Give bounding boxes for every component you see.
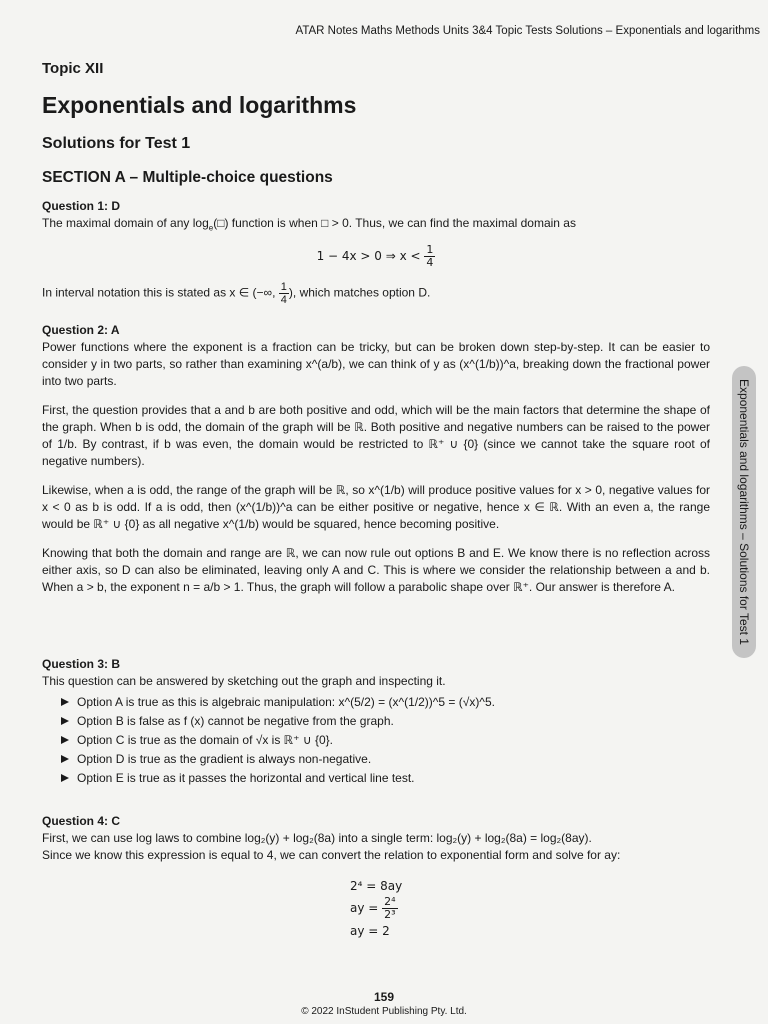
question-4-heading: Question 4: C xyxy=(42,814,121,828)
question-3-options xyxy=(42,693,710,788)
question-2-para-3: Likewise, when a is odd, the range of the graph will be ℝ, so x^(1/b) will produce positive values for x > 0, negative values for x < 0 as b is odd. If a is odd, then (x^(1/b))^a can be either positive or negative, hence x ∈ ℝ. With an even a, the range would be ℝ⁺ ∪ {0} as all negative x^(1/b) would be squared, hence becoming positive. xyxy=(42,483,710,531)
option-b: Option B is false as f (x) cannot be negative from the graph. xyxy=(77,712,710,731)
section-side-tab xyxy=(732,366,756,658)
question-1 xyxy=(42,198,710,306)
question-4 xyxy=(42,813,710,864)
question-2-para-4: Knowing that both the domain and range are ℝ, we can now rule out options B and E. We know there is no reflection across either axis, so D can also be eliminated, leaving only A and C. This is where we consider the relationship between a and b. When a > b, the exponent n = a/b > 1. Thus, the graph will follow a parabolic shape over ℝ⁺. Our answer is therefore A. xyxy=(42,546,710,594)
working-step-3: ay = 2 xyxy=(350,924,390,938)
running-header: ATAR Notes Maths Methods Units 3&4 Topic Tests Solutions – Exponentials and logarithms xyxy=(295,25,760,37)
question-2 xyxy=(42,322,710,596)
question-3-intro: This question can be answered by sketching out the graph and inspecting it. xyxy=(42,674,446,688)
option-e: Option E is true as it passes the horizontal and vertical line test. xyxy=(77,769,710,788)
section-heading: SECTION A – Multiple-choice questions xyxy=(42,169,333,186)
working-step-2: ay = $\frac{\text{2⁴}}{\text{2³}}$ xyxy=(350,895,396,921)
question-1-inequality: 1 − 4x > 0 ⇒ x < $\frac{1}{4}$ xyxy=(316,243,434,270)
side-tab-label: Exponentials and logarithms – Solutions for Test 1 xyxy=(737,379,751,645)
page-number: 159 xyxy=(373,990,395,1004)
copyright-notice: © 2022 InStudent Publishing Pty. Ltd. xyxy=(301,1006,467,1017)
question-4-line-2: Since we know this expression is equal to 4, we can convert the relation to exponential form and solve for ay: xyxy=(42,848,621,862)
question-2-para-2: First, the question provides that a and b are both positive and odd, which will be the main factors that determine the shape of the graph. When b is odd, the domain of the graph will be ℝ. Both positive and negative numbers can be raised to the power of 1/b. By contrast, if b was even, the domain would be restricted to ℝ⁺ ∪ {0} (since we cannot take the square root of negative numbers). xyxy=(42,403,710,468)
option-a: Option A is true as this is algebraic manipulation: x^(5/2) = (x^(1/2))^5 = (√x)^5. xyxy=(77,693,710,712)
question-2-heading: Question 2: A xyxy=(42,323,120,337)
working-step-1: 2⁴ = 8ay xyxy=(350,879,403,893)
question-3-heading: Question 3: B xyxy=(42,657,121,671)
question-4-line-1: First, we can use log laws to combine log₂(y) + log₂(8a) into a single term: log₂(y) + log₂(8a) = log₂(8ay). xyxy=(42,831,592,845)
topic-label: Topic XII xyxy=(42,60,104,77)
question-2-para-1: Power functions where the exponent is a fraction can be tricky, but can be broken down step-by-step. It can be easier to consider y in two parts, so rather than examining x^(a/b), we can think of y as (x^(1/b))^a, breaking down the fractional power into two parts. xyxy=(42,340,710,388)
question-4-working xyxy=(350,876,402,941)
option-d: Option D is true as the gradient is always non-negative. xyxy=(77,750,710,769)
page-subtitle: Solutions for Test 1 xyxy=(42,135,191,152)
question-3 xyxy=(42,656,710,788)
question-1-interval: In interval notation this is stated as x ∈ (−∞, $\frac{1}{4}$ ), which matches option D. xyxy=(42,281,431,307)
question-1-text: The maximal domain of any $\log_e(□)$ function is when □ > 0. Thus, we can find the maximal domain as xyxy=(42,216,576,233)
page-title: Exponentials and logarithms xyxy=(42,92,357,118)
question-1-heading: Question 1: D xyxy=(42,199,121,213)
option-c: Option C is true as the domain of √x is ℝ⁺ ∪ {0}. xyxy=(77,731,710,750)
